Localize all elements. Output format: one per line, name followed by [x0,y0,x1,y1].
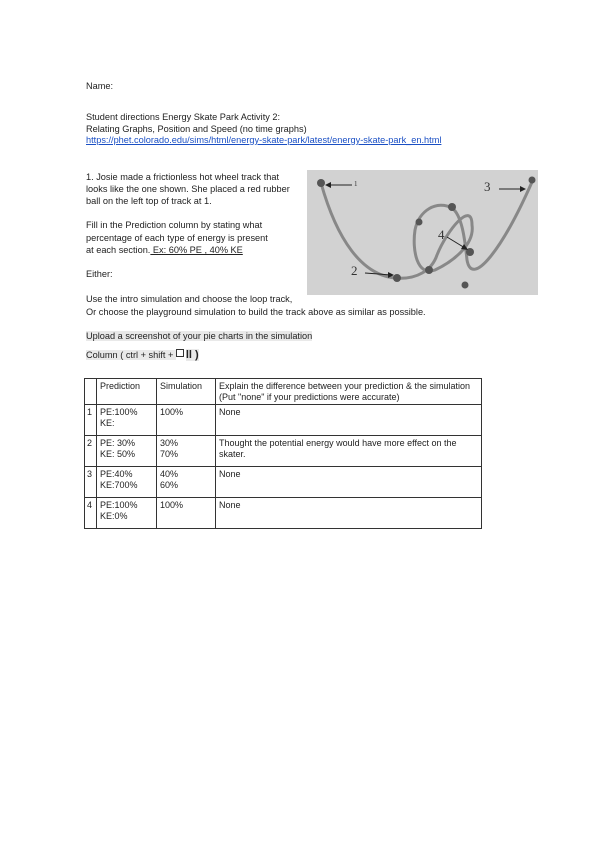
column-prefix: Column ( ctrl + shift + [86,350,176,360]
prediction-ke: KE: 50% [100,448,136,459]
key-box-icon [176,349,184,357]
track-figure [307,170,538,295]
simulation-cell[interactable] [157,436,216,467]
simulation-cell[interactable] [157,498,216,529]
activity-title: Student directions Energy Skate Park Activity 2: [86,112,281,122]
label-1: 1 [354,180,358,188]
either-label: Either: [86,269,113,279]
prediction-pe: PE:40% [100,469,133,479]
arrow-3-head [520,186,526,192]
row-num: 1 [85,405,97,436]
label-3: 3 [484,179,491,194]
table-header-row [85,379,482,405]
explain-cell[interactable]: None [216,467,482,498]
header-explain: Explain the difference between your prediction & the simulation (Put "none" if your predictions were accurate) [216,379,482,405]
option-intro: Use the intro simulation and choose the loop track, [86,294,293,304]
arrow-4 [447,237,465,248]
row-num: 3 [85,467,97,498]
prediction-ke: KE: [100,417,115,428]
simulation-link-row [86,135,441,146]
table-row [85,498,482,529]
ball-point-7 [425,266,433,274]
prediction-pe: PE:100% [100,407,138,417]
label-4: 4 [438,227,445,242]
column-instruction [86,349,199,361]
instruction-line-2: percentage of each type of energy is present [86,233,268,243]
name-label: Name: [86,81,114,91]
simulation-ke: 60% [160,479,179,490]
simulation-value: 100% [160,500,184,510]
row-num: 4 [85,498,97,529]
question-line-1: 1. Josie made a frictionless hot wheel track that [86,172,280,182]
ball-point-1 [317,179,325,187]
arrow-1-head [325,182,331,188]
table-row [85,436,482,467]
question-line-2: looks like the one shown. She placed a red rubber [86,184,290,194]
simulation-link[interactable]: https://phet.colorado.edu/sims/html/energy-skate-park/latest/energy-skate-park_en.html [86,135,442,145]
prediction-cell[interactable] [97,405,157,436]
simulation-value: 100% [160,407,184,417]
instruction-prefix: at each section. [86,245,151,255]
ball-point-6 [416,219,423,226]
prediction-cell[interactable] [97,498,157,529]
prediction-pe: PE: 30% [100,438,136,448]
instruction-line-3 [86,245,243,256]
table-row [85,467,482,498]
track-diagram [307,170,538,295]
table-row [85,405,482,436]
upload-instruction [86,331,312,342]
simulation-cell[interactable] [157,467,216,498]
upload-text: Upload a screenshot of your pie charts in the simulation [86,331,313,341]
option-playground: Or choose the playground simulation to build the track above as similar as possible. [86,307,426,317]
explain-cell[interactable]: None [216,498,482,529]
header-simulation: Simulation [157,379,216,405]
prediction-pe: PE:100% [100,500,138,510]
simulation-pe: 40% [160,469,179,479]
prediction-cell[interactable] [97,436,157,467]
activity-subtitle: Relating Graphs, Position and Speed (no time graphs) [86,124,307,134]
question-line-3: ball on the left top of track at 1. [86,196,212,206]
prediction-cell[interactable] [97,467,157,498]
header-prediction: Prediction [97,379,157,405]
instruction-example: Ex: 60% PE , 40% KE [150,245,243,255]
simulation-ke: 70% [160,448,179,459]
simulation-pe: 30% [160,438,179,448]
explain-cell[interactable]: None [216,405,482,436]
ball-point-3 [529,177,536,184]
ball-point-5 [448,203,456,211]
simulation-cell[interactable] [157,405,216,436]
column-suffix: ll ) [185,349,199,361]
row-num: 2 [85,436,97,467]
ball-point-8 [462,282,469,289]
prediction-ke: KE:700% [100,479,138,490]
header-num [85,379,97,405]
ball-point-2 [393,274,401,282]
instruction-line-1: Fill in the Prediction column by stating what [86,220,263,230]
results-table [84,378,482,529]
prediction-ke: KE:0% [100,510,128,521]
label-2: 2 [351,263,358,278]
explain-cell[interactable]: Thought the potential energy would have more effect on the skater. [216,436,482,467]
